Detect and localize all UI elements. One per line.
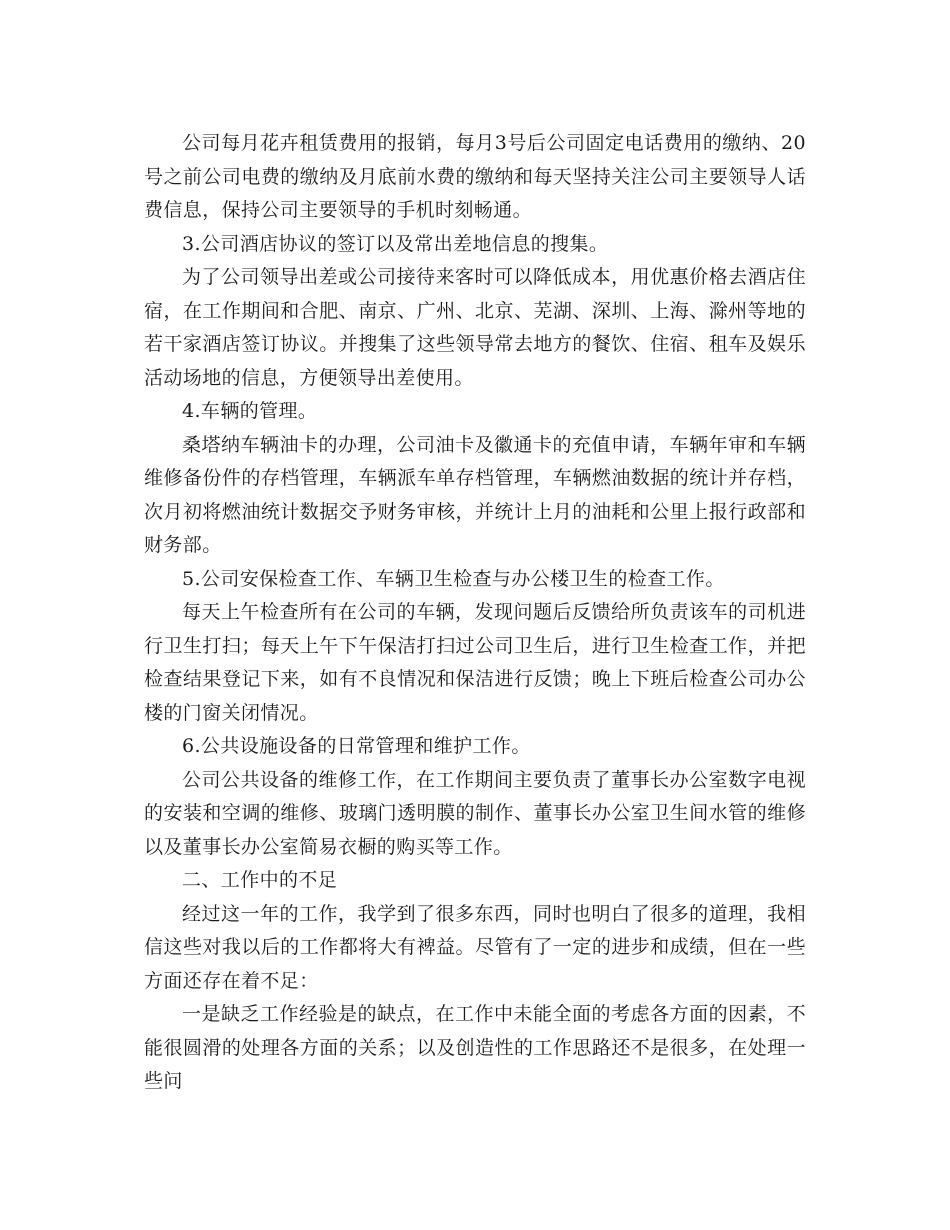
paragraph-expense-payments: 公司每月花卉租赁费用的报销，每月3号后公司固定电话费用的缴纳、20号之前公司电费的缴纳及月底前水费的缴纳和每天坚持关注公司主要领导人话费信息，保持公司主要领导的手机时刻畅通。 <box>144 132 806 221</box>
paragraph-vehicle-management: 桑塔纳车辆油卡的办理，公司油卡及徽通卡的充值申请，车辆年审和车辆维修备份件的存档管理，车辆派车单存档管理，车辆燃油数据的统计并存档，次月初将燃油统计数据交予财务审核，并统计上月的油耗和公里上报行政部和财务部。 <box>144 433 806 556</box>
paragraph-facility-maintenance: 公司公共设备的维修工作，在工作期间主要负责了董事长办公室数字电视的安装和空调的维修、玻璃门透明膜的制作、董事长办公室卫生间水管的维修以及董事长办公室简易衣橱的购买等工作。 <box>144 768 806 858</box>
heading-hotel-agreements: 3.公司酒店协议的签订以及常出差地信息的搜集。 <box>182 232 609 255</box>
paragraph-shortcomings-intro: 经过这一年的工作，我学到了很多东西，同时也明白了很多的道理，我相信这些对我以后的工作都将大有裨益。尽管有了一定的进步和成绩，但在一些方面还存在着不足： <box>144 902 806 992</box>
document-body <box>144 127 806 1099</box>
paragraph-shortcoming-one: 一是缺乏工作经验是的缺点，在工作中未能全面的考虑各方面的因素，不能很圆滑的处理各方面的关系；以及创造性的工作思路还不是很多，在处理一些问 <box>144 1003 806 1092</box>
paragraph-hotel-agreements: 为了公司领导出差或公司接待来客时可以降低成本，用优惠价格去酒店住宿，在工作期间和合肥、南京、广州、北京、芜湖、深圳、上海、滁州等地的若干家酒店签订协议。并搜集了这些领导常去地方的餐饮、住宿、租车及娱乐活动场地的信息，方便领导出差使用。 <box>144 266 806 389</box>
heading-facility-maintenance: 6.公共设施设备的日常管理和维护工作。 <box>182 735 531 757</box>
heading-security-inspection: 5.公司安保检查工作、车辆卫生检查与办公楼卫生的检查工作。 <box>182 567 725 590</box>
paragraph-security-inspection: 每天上午检查所有在公司的车辆，发现问题后反馈给所负责该车的司机进行卫生打扫；每天上午下午保洁打扫过公司卫生后，进行卫生检查工作，并把检查结果登记下来，如有不良情况和保洁进行反馈；晚上下班后检查公司办公楼的门窗关闭情况。 <box>144 601 806 724</box>
heading-vehicle-management: 4.车辆的管理。 <box>182 400 318 422</box>
heading-shortcomings: 二、工作中的不足 <box>182 869 338 891</box>
